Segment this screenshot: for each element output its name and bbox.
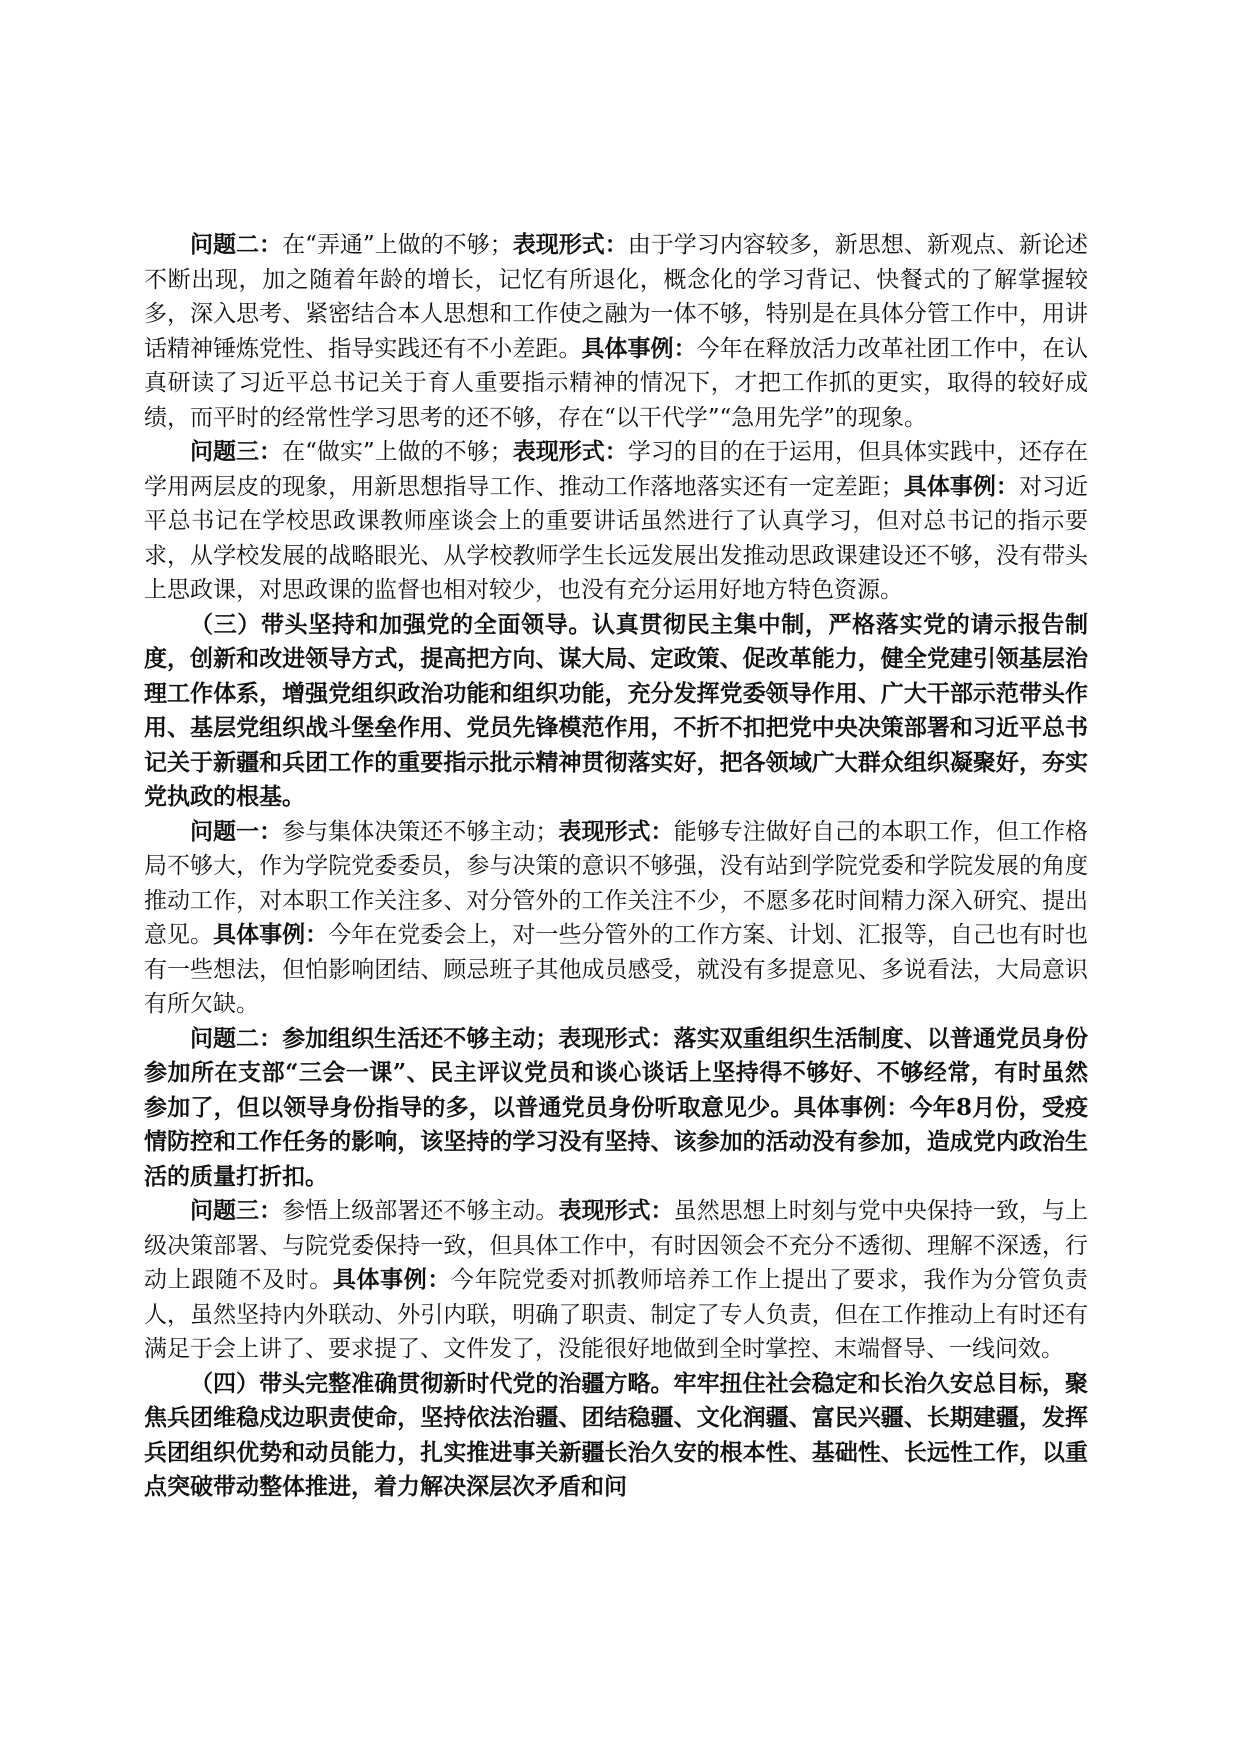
section-heading-3: （三）带头坚持和加强党的全面领导。认真贯彻民主集中制，严格落实党的请示报告制度，创新和改进领导方式，提高把方向、谋大局、定政策、促改革能力，健全党建引领基层治理工作体系，增强党组织政治功能和组织功能，充分发挥党委领导作用、广大干部示范带头作用、基层党组织战斗堡垒作用、党员先锋模范作用，不折不扣把党中央决策部署和习近平总书记关于新疆和兵团工作的重要指示批示精神贯彻落实好，把各领域广大群众组织凝聚好，夯实党执政的根基。 — [144, 610, 1088, 810]
example-text: 今年在释放活力改革社团工作中，在认真研读了习近平总书记关于育人重要指示精神的情况下，才把工作抓的更实，取得的较好成绩，而平时的经常性学习思考的还不够，存在“以干代学”“急用先学”的现象。 — [144, 335, 1089, 431]
problem-text: 在“做实”上做的不够； — [282, 439, 513, 465]
problem-label: 问题二： — [190, 231, 283, 258]
paragraph-problem-3-practice — [144, 435, 1088, 608]
manifestation-text: 虽然思想上时刻与党中央保持一致，与上级决策部署、与院党委保持一致，但具体工作中，有时因领会不充分不透彻、理解不深透，行动上跟随不及时。 — [144, 1198, 1089, 1293]
paragraph-problem-2-understanding — [144, 228, 1088, 435]
problem-label: 问题三： — [190, 438, 283, 465]
example-label: 具体事例： — [213, 921, 329, 948]
example-label: 具体事例： — [903, 472, 1019, 500]
manifestation-label: 表现形式： — [558, 1197, 674, 1224]
section-heading-4: （四）带头完整准确贯彻新时代党的治疆方略。牢牢扭住社会稳定和长治久安总目标，聚焦兵团维稳戍边职责使命，坚持依法治疆、团结稳疆、文化润疆、富民兴疆、长期建疆，发挥兵团组织优势和动员能力，扎实推进事关新疆长治久安的根本性、基础性、长远性工作，以重点突破带动整体推进，着力解决深层次矛盾和问 — [144, 1369, 1088, 1500]
manifestation-label: 表现形式： — [512, 438, 628, 465]
example-text: 今年在党委会上，对一些分管外的工作方案、计划、汇报等，自己也有时也有一些想法，但怕影响团结、顾忌班子其他成员感受，就没有多提意见、多说看法，大局意识有所欠缺。 — [144, 922, 1089, 1017]
document-page — [144, 228, 1088, 1505]
problem-text: 参与集体决策还不够主动； — [282, 818, 559, 845]
manifestation-text: 能够专注做好自己的本职工作，但工作格局不够大，作为学院党委委员，参与决策的意识不够强，没有站到学院党委和学院发展的角度推动工作，对本职工作关注多、对分管外的工作关注不少，不愿多花时间精力深入研究、提出意见。 — [144, 818, 1089, 948]
example-label: 具体事例： — [332, 1266, 452, 1293]
manifestation-label: 表现形式： — [558, 817, 674, 845]
problem-text: 在“弄通”上做的不够； — [282, 232, 513, 258]
problem-label: 问题一： — [190, 817, 283, 845]
problem-text: 参悟上级部署还不够主动。 — [282, 1198, 559, 1224]
manifestation-text: 学习的目的在于运用，但具体实践中，还存在学用两层皮的现象，用新思想指导工作、推动工作落地落实还有一定差距； — [144, 439, 1089, 500]
manifestation-text: 由于学习内容较多，新思想、新观点、新论述不断出现，加之随着年龄的增长，记忆有所退化，概念化的学习背记、快餐式的了解掌握较多，深入思考、紧密结合本人思想和工作使之融为一体不够，特别是在具体分管工作中，用讲话精神锤炼党性、指导实践还有不小差距。 — [144, 232, 1089, 362]
manifestation-label: 表现形式： — [512, 231, 628, 258]
problem-label: 问题三： — [190, 1197, 283, 1224]
example-text: 对习近平总书记在学校思政课教师座谈会上的重要讲话虽然进行了认真学习，但对总书记的指示要求，从学校发展的战略眼光、从学校教师学生长远发展出发推动思政课建设还不够，没有带头上思政课，对思政课的监督也相对较少，也没有充分运用好地方特色资源。 — [144, 473, 1089, 603]
paragraph-problem-1-decision — [144, 815, 1088, 1022]
example-label: 具体事例： — [581, 334, 697, 362]
paragraph-problem-2-organization-life: 问题二：参加组织生活还不够主动；表现形式：落实双重组织生活制度、以普通党员身份参加所在支部“三会一课”、民主评议党员和谈心谈话上坚持得不够好、不够经常，有时虽然参加了，但以领导身份指导的多，以普通党员身份听取意见少。具体事例：今年8月份，受疫情防控和工作任务的影响，该坚持的学习没有坚持、该参加的活动没有参加，造成党内政治生活的质量打折扣。 — [144, 1024, 1088, 1190]
paragraph-problem-3-deployment — [144, 1194, 1088, 1367]
example-text: 今年院党委对抓教师培养工作上提出了要求，我作为分管负责人，虽然坚持内外联动、外引内联，明确了职责、制定了专人负责，但在工作推动上有时还有满足于会上讲了、要求提了、文件发了，没能很好地做到全时掌控、末端督导、一线问效。 — [144, 1267, 1089, 1362]
